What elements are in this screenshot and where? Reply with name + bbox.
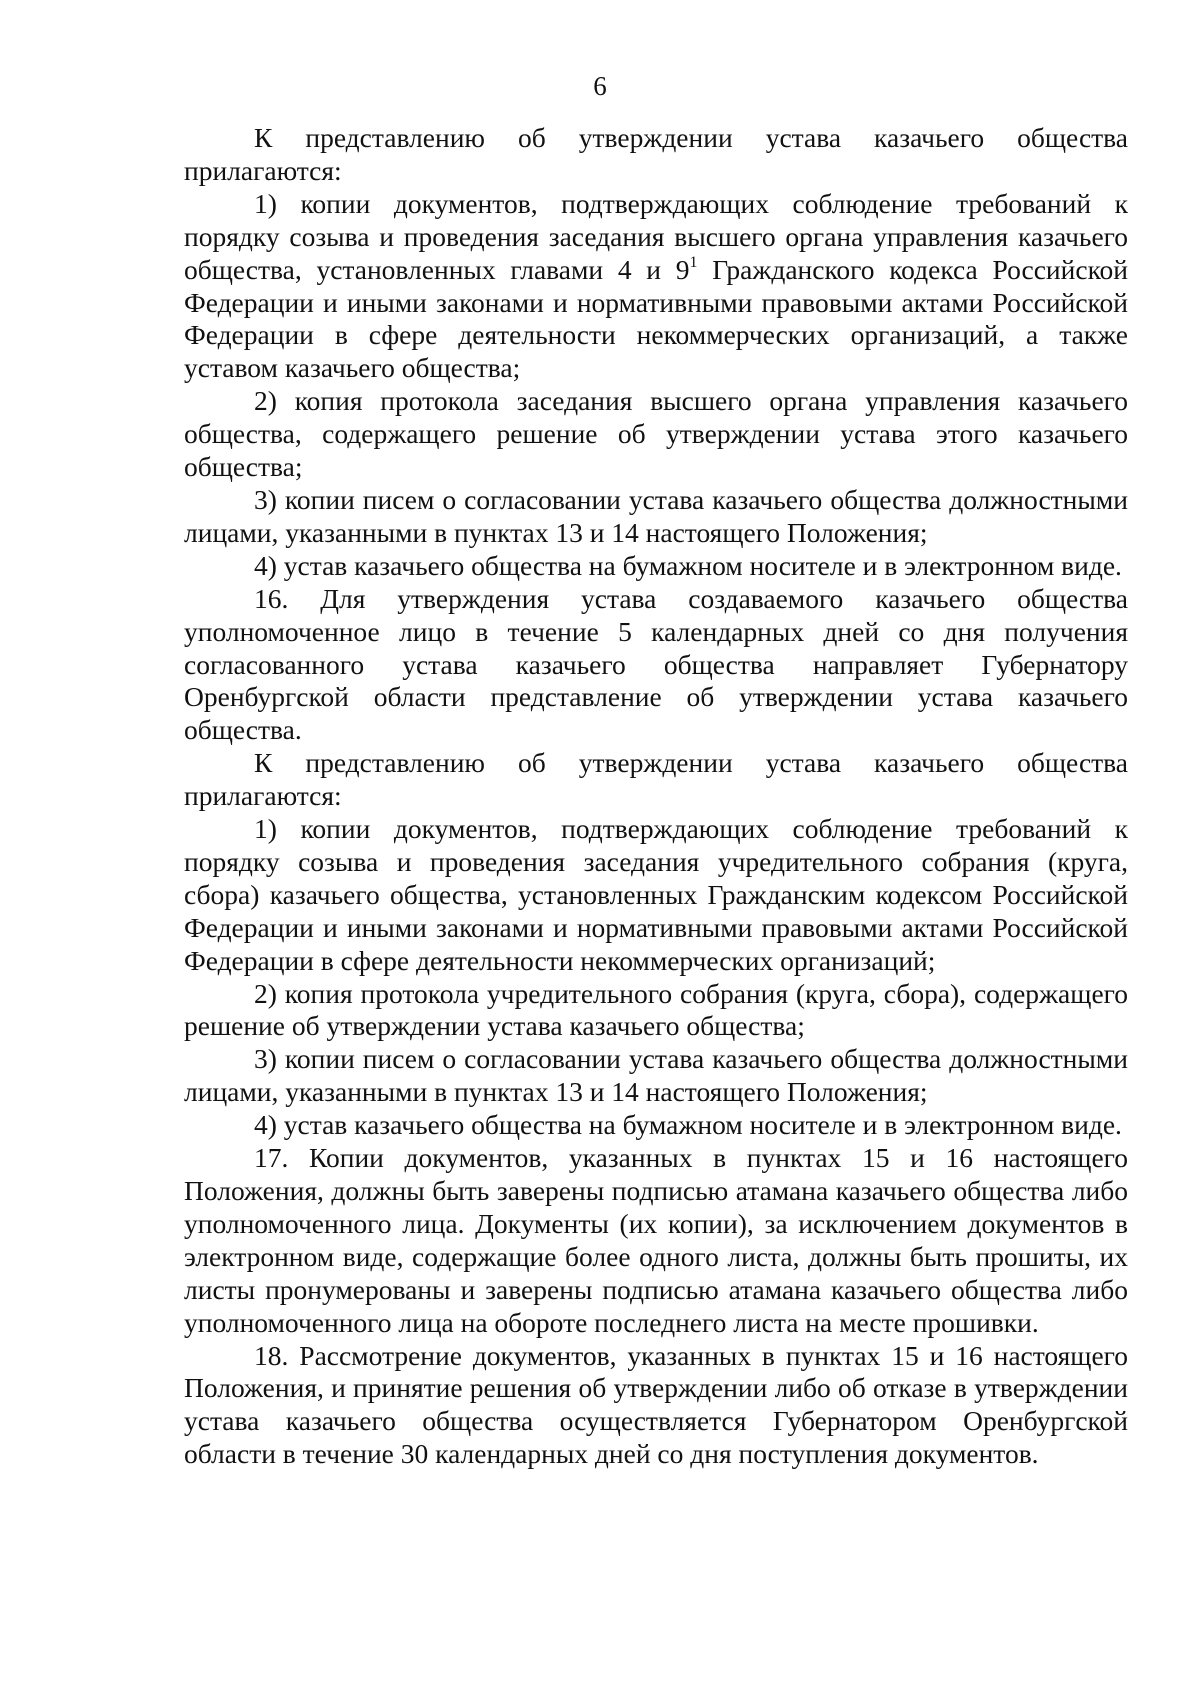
- paragraph-attachments-intro-15: К представлению об утверждении устава казачьего общества прилагаются:: [184, 122, 1128, 186]
- paragraph-clause-17: 17. Копии документов, указанных в пунктах 15 и 16 настоящего Положения, должны быть заверены подписью атамана казачьего общества либо уполномоченного лица. Документы (их копии), за исключением документов в электронном виде, содержащие более одного листа, должны быть прошиты, их листы пронумерованы и заверены подписью атамана казачьего общества либо уполномоченного лица на обороте последнего листа на месте прошивки.: [184, 1142, 1128, 1338]
- paragraph-item-4-charter-16: 4) устав казачьего общества на бумажном носителе и в электронном виде.: [254, 1109, 1122, 1141]
- paragraph-clause-16: 16. Для утверждения устава создаваемого казачьего общества уполномоченное лицо в течение 5 календарных дней со дня получения согласованного устава казачьего общества направляет Губернатору Оренбургской области представление об утверждении устава казачьего общества.: [184, 582, 1128, 746]
- paragraph-item-1-documents-16: 1) копии документов, подтверждающих соблюдение требований к порядку созыва и проведения заседания учредительного собрания (круга, сбора) казачьего общества, установленных Гражданским кодексом Российской Федерации и иными законами и нормативными правовыми актами Российской Федерации в сфере деятельности некоммерческих организаций;: [184, 813, 1128, 976]
- paragraph-item-4-charter-15: 4) устав казачьего общества на бумажном носителе и в электронном виде.: [254, 549, 1122, 581]
- paragraph-item-2-protocol-15: 2) копия протокола заседания высшего органа управления казачьего общества, содержащего решение об утверждении устава этого казачьего общества;: [184, 385, 1128, 483]
- paragraph-item-3-letters-15: 3) копии писем о согласовании устава казачьего общества должностными лицами, указанными в пунктах 13 и 14 настоящего Положения;: [184, 483, 1128, 548]
- paragraph-attachments-intro-16: К представлению об утверждении устава казачьего общества прилагаются:: [184, 747, 1128, 812]
- paragraph-item-2-protocol-16: 2) копия протокола учредительного собрания (круга, сбора), содержащего решение об утверждении устава казачьего общества;: [184, 977, 1128, 1042]
- paragraph-text: 1) копии документов, подтверждающих соблюдение требований к порядку созыва и проведения заседания высшего органа управления казачьего общества, установленных главами 4 и 9: [184, 187, 1128, 285]
- paragraph-item-3-letters-16: 3) копии писем о согласовании устава казачьего общества должностными лицами, указанными в пунктах 13 и 14 настоящего Положения;: [184, 1043, 1128, 1108]
- page-number: 6: [593, 71, 607, 101]
- document-body: [184, 122, 1128, 1471]
- superscript: 1: [689, 253, 698, 271]
- paragraph-clause-18: 18. Рассмотрение документов, указанных в пунктах 15 и 16 настоящего Положения, и принятие решения об утверждении либо об отказе в утверждении устава казачьего общества осуществляется Губернатором Оренбургской области в течение 30 календарных дней со дня поступления документов.: [184, 1339, 1128, 1470]
- paragraph-item-1-documents-15: [184, 188, 1128, 385]
- paragraph-text: Гражданского кодекса Российской Федерации и иными законами и нормативными правовыми актами Российской Федерации в сфере деятельности некоммерческих организаций, а также уставом казачьего общества;: [184, 253, 1128, 384]
